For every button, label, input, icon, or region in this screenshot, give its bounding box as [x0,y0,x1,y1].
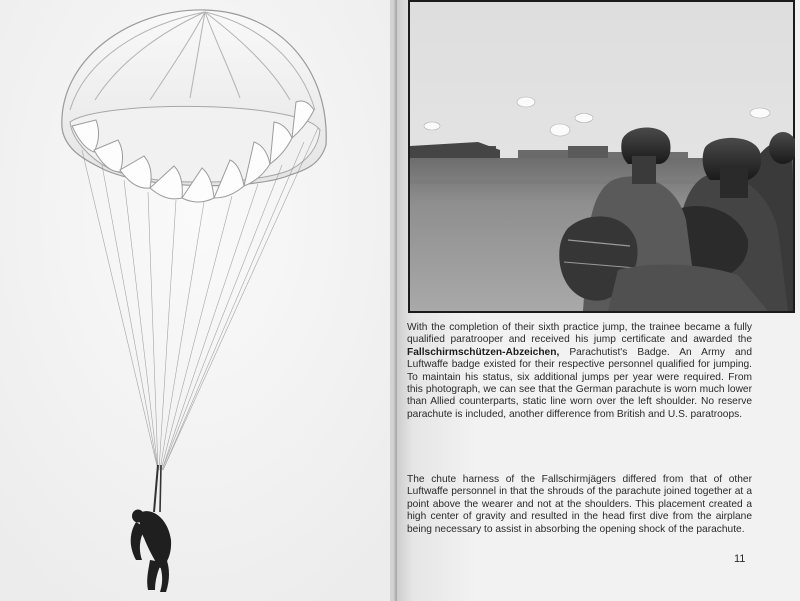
page-number: 11 [734,553,746,565]
caption-1-text-end: Parachutist's Badge. An Army and Luftwaffe badge existed for their respective personnel qualified for jumping. To maintain his status, six additional jumps per year were required. From this photograph, we can see that the German parachute is worn much lower than Allied counterparts, static line worn over the left shoulder. No reserve parachute is included, another difference from British and U.S. paratroops. [407,346,752,420]
paratroopers-photo [408,0,795,313]
badge-name: Fallschirmschützen-Abzeichen, [407,346,560,358]
photo-caption-1 [407,322,752,421]
photo-caption-2: The chute harness of the Fallschirmjägers differed from that of other Luftwaffe personnel in that the shrouds of the parachute joined together at a point above the wearer and not at the shoulders. This placement created a high center of gravity and resulted in the head first dive from the airplane being necessary to assist in absorbing the opening shock of the parachute. [407,474,752,535]
parachute-photo [0,0,390,601]
left-page [0,0,396,601]
right-page [397,0,800,601]
caption-1-text-start: With the completion of their sixth practice jump, the trainee became a fully qualified paratrooper and received his jump certificate and awarded the [407,322,752,346]
